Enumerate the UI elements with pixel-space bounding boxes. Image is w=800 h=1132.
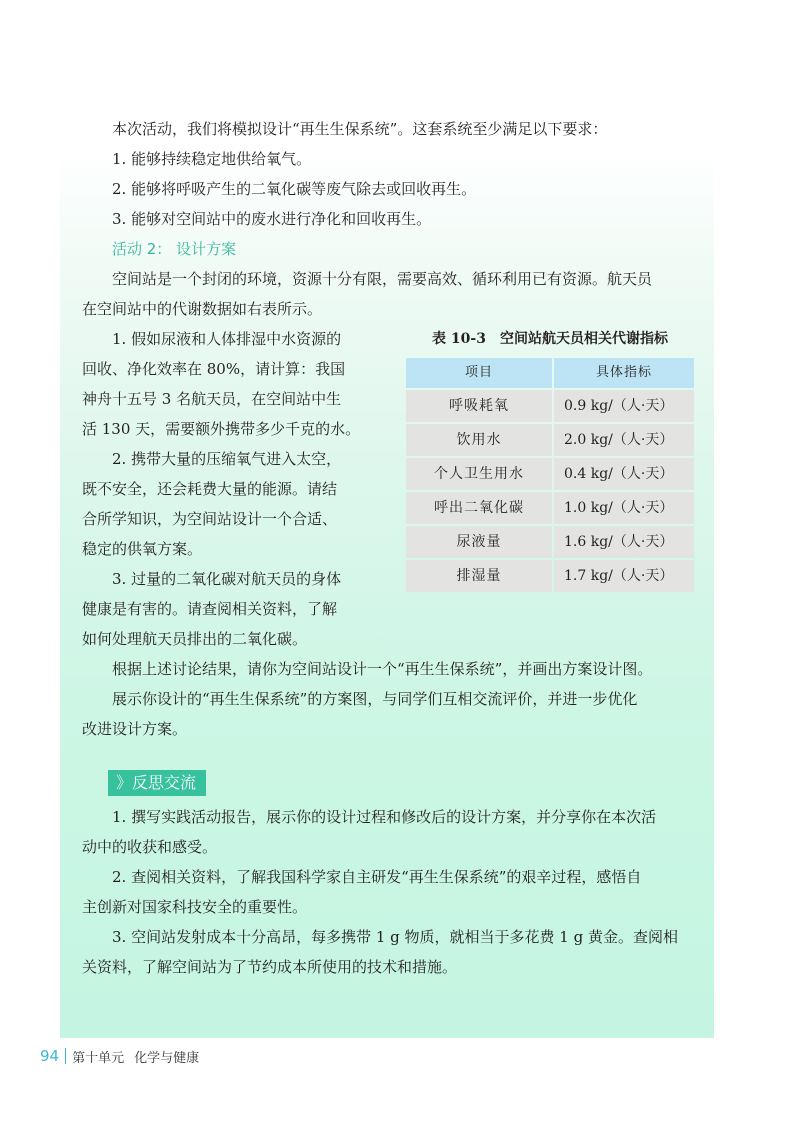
- question-2-line-4: 稳定的供氧方案。: [82, 540, 203, 558]
- table-title: 表 10-3 空间站航天员相关代谢指标: [432, 331, 668, 347]
- reflection-2-line-1: 2. 查阅相关资料，了解我国科学家自主研发“再生生保系统”的艰辛过程，感悟自: [112, 868, 642, 886]
- reflection-3-line-2: 关资料，了解空间站为了节约成本所使用的技术和措施。: [82, 958, 458, 976]
- reflection-label: 反思交流: [132, 773, 197, 792]
- reflection-2-line-2: 主创新对国家科技安全的重要性。: [82, 898, 308, 916]
- requirement-1: 1. 能够持续稳定地供给氧气。: [112, 150, 312, 168]
- double-chevron-icon: 》: [116, 773, 133, 792]
- question-2-line-2: 既不安全，还会耗费大量的能源。请结: [82, 480, 338, 498]
- metabolism-table: [404, 356, 696, 594]
- table-row: [406, 560, 694, 592]
- footer-topic: 化学与健康: [134, 1050, 200, 1066]
- table-cell-item: 尿液量: [406, 526, 552, 558]
- footer-unit: 第十单元: [72, 1050, 125, 1066]
- table-row: [406, 458, 694, 490]
- table-cell-value: 0.9 kg/（人·天）: [554, 390, 694, 422]
- conclusion-line-3: 改进设计方案。: [82, 720, 188, 738]
- table-row: [406, 390, 694, 422]
- conclusion-line-2: 展示你设计的“再生生保系统”的方案图，与同学们互相交流评价，并进一步优化: [112, 690, 638, 708]
- metabolism-table-block: [406, 324, 694, 594]
- questions-column: [82, 324, 372, 654]
- table-header-item: 项目: [406, 358, 552, 388]
- question-2-line-3: 合所学知识，为空间站设计一个合适、: [82, 510, 338, 528]
- table-cell-item: 个人卫生用水: [406, 458, 552, 490]
- reflection-3-line-1: 3. 空间站发射成本十分高昂，每多携带 1 g 物质，就相当于多花费 1 g 黄金。查阅相: [112, 928, 678, 946]
- table-cell-value: 1.6 kg/（人·天）: [554, 526, 694, 558]
- activity-2-para-line-2: 在空间站中的代谢数据如右表所示。: [82, 300, 323, 318]
- intro-lead: 本次活动，我们将模拟设计“再生生保系统”。这套系统至少满足以下要求：: [112, 120, 608, 138]
- table-cell-value: 2.0 kg/（人·天）: [554, 424, 694, 456]
- table-cell-item: 呼出二氧化碳: [406, 492, 552, 524]
- question-1-line-2: 回收、净化效率在 80%，请计算：我国: [82, 360, 346, 378]
- table-cell-value: 0.4 kg/（人·天）: [554, 458, 694, 490]
- footer-divider: [65, 1048, 66, 1064]
- table-cell-value: 1.7 kg/（人·天）: [554, 560, 694, 592]
- question-3-line-3: 如何处理航天员排出的二氧化碳。: [82, 630, 308, 648]
- activity-2-heading: 活动 2： 设计方案: [112, 240, 237, 258]
- table-cell-item: 排湿量: [406, 560, 552, 592]
- questions-and-table: [82, 324, 694, 654]
- table-cell-item: 呼吸耗氧: [406, 390, 552, 422]
- reflection-1-line-2: 动中的收获和感受。: [82, 838, 218, 856]
- question-3-line-1: 3. 过量的二氧化碳对航天员的身体: [112, 570, 342, 588]
- table-row: [406, 424, 694, 456]
- question-3-line-2: 健康是有害的。请查阅相关资料，了解: [82, 600, 338, 618]
- requirement-3: 3. 能够对空间站中的废水进行净化和回收再生。: [112, 210, 432, 228]
- table-header-value: 具体指标: [554, 358, 694, 388]
- question-1-line-1: 1. 假如尿液和人体排湿中水资源的: [112, 330, 342, 348]
- page-content: [82, 114, 694, 982]
- question-2-line-1: 2. 携带大量的压缩氧气进入太空，: [112, 450, 342, 468]
- question-1-line-3: 神舟十五号 3 名航天员，在空间站中生: [82, 390, 342, 408]
- table-cell-item: 饮用水: [406, 424, 552, 456]
- activity-2-para-line-1: 空间站是一个封闭的环境，资源十分有限，需要高效、循环利用已有资源。航天员: [112, 270, 653, 288]
- conclusion-line-1: 根据上述讨论结果，请你为空间站设计一个“再生生保系统”，并画出方案设计图。: [112, 660, 653, 678]
- requirement-2: 2. 能够将呼吸产生的二氧化碳等废气除去或回收再生。: [112, 180, 477, 198]
- table-cell-value: 1.0 kg/（人·天）: [554, 492, 694, 524]
- table-header-row: [406, 358, 694, 388]
- page-number: 94: [40, 1047, 60, 1065]
- table-row: [406, 492, 694, 524]
- page-footer: [40, 1044, 199, 1068]
- question-1-line-4: 活 130 天，需要额外携带多少千克的水。: [82, 420, 361, 438]
- table-row: [406, 526, 694, 558]
- reflection-section-badge: [108, 770, 206, 796]
- reflection-1-line-1: 1. 撰写实践活动报告，展示你的设计过程和修改后的设计方案，并分享你在本次活: [112, 808, 657, 826]
